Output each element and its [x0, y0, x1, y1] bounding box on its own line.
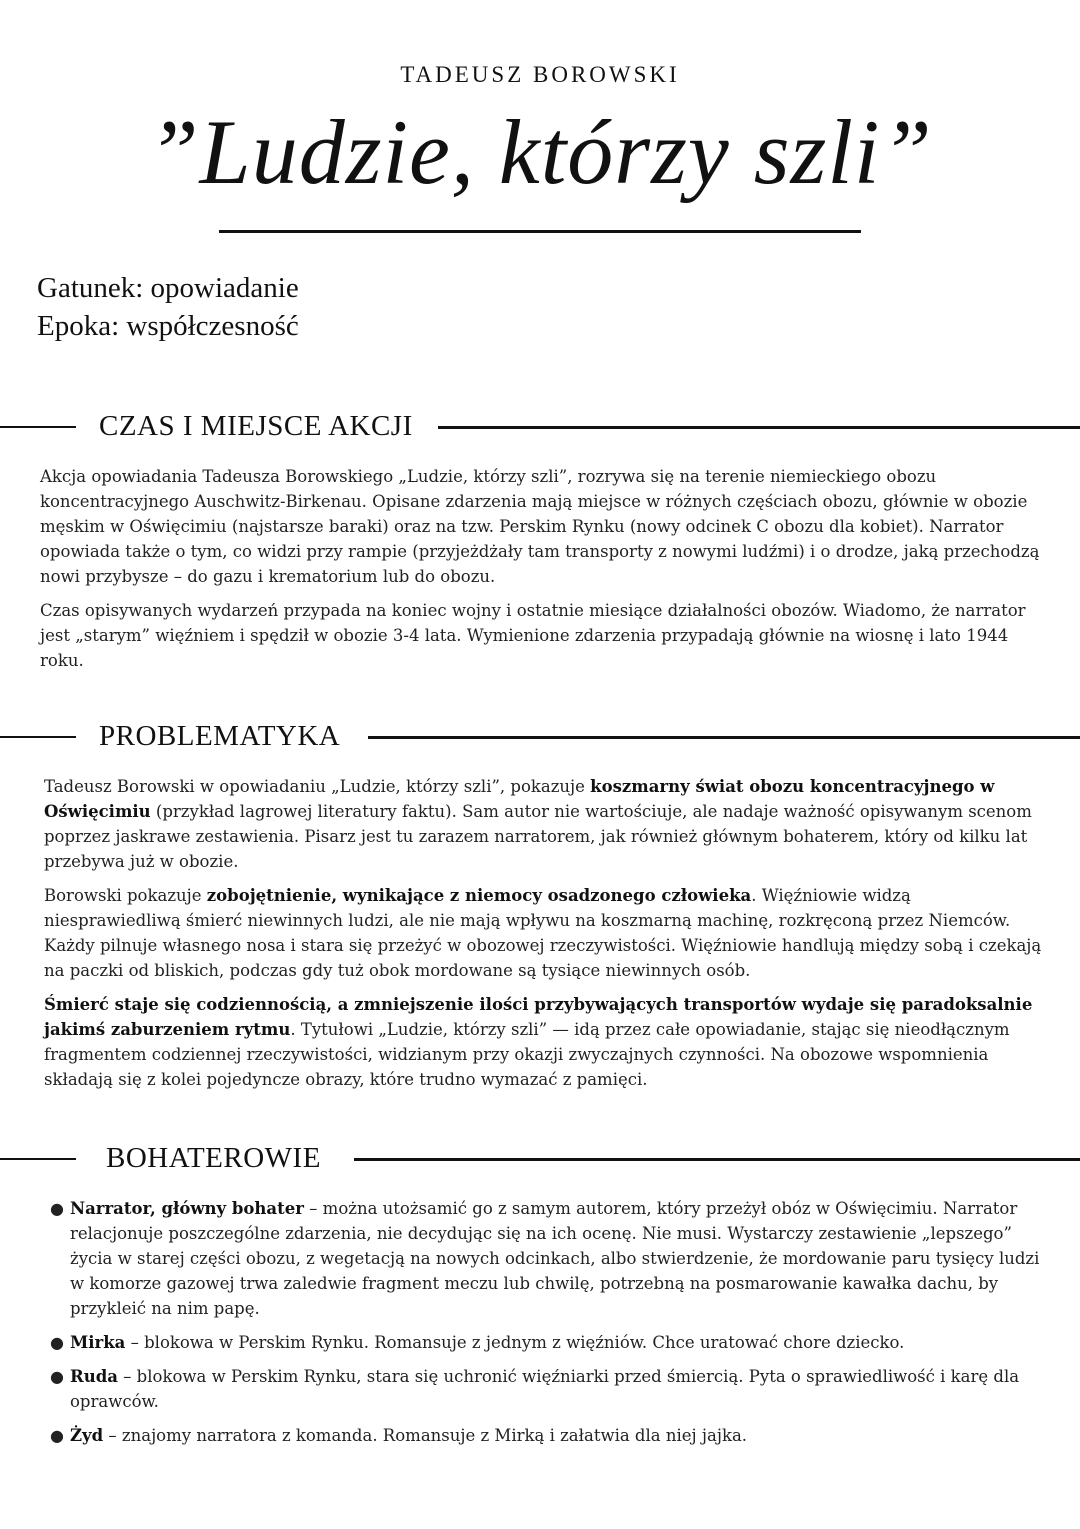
paragraph: Akcja opowiadania Tadeusza Borowskiego „Ludzie, którzy szli”, rozrywa się na terenie niemieckiego obozu koncentracyjnego Auschwitz-Birkenau. Opisane zdarzenia mają miejsce w różnych częściach obozu, głównie w obozie męskim w Oświęcimiu (najstarsze baraki) oraz na tzw. Perskim Rynku (nowy odcinek C obozu dla kobiet). Narrator opowiada także o tym, co widzi przy rampie (przyjeżdżały tam transporty z nowymi ludźmi) i o drodze, jaką przechodzą nowi przybysze – do gazu i krematorium lub do obozu.	[40, 467, 1040, 586]
hero-name: Ruda	[70, 1367, 118, 1386]
hero-name: Żyd	[70, 1426, 104, 1445]
heading-rule-right	[368, 736, 1080, 739]
list-item	[50, 1330, 1045, 1355]
title-underline	[219, 230, 861, 233]
hero-name: Narrator, główny bohater	[70, 1199, 304, 1218]
paragraph-text: . Tytułowi „Ludzie, którzy szli” — idą przez całe opowiadanie, stając się nieodłącznym fragmentem codziennej rzeczywistości, widzianym przy okazji zwyczajnych czynności. Na obozowe wspomnienia składają się z kolei pojedyncze obrazy, które trudno wymazać z pamięci.	[44, 1020, 1010, 1089]
section-body-czas	[40, 464, 1045, 682]
section-body-bohaterowie	[50, 1196, 1045, 1457]
page-title: ”Ludzie, którzy szli”	[147, 101, 933, 203]
bullet-icon: ●	[50, 1367, 64, 1386]
section-heading-bohaterowie	[0, 1138, 1080, 1178]
hero-description: – można utożsamić go z samym autorem, który przeżył obóz w Oświęcimiu. Narrator relacjonuje poszczególne zdarzenia, nie decydując się na ich ocenę. Nie musi. Wystarczy zestawienie „lepszego” życia w starej części obozu, z wegetacją na nowych odcinkach, albo stwierdzenie, że mordowanie paru tysięcy ludzi w komorze gazowej trwa zaledwie fragment meczu lub chwilę, potrzebną na posmarowanie kawałka dachu, by przykleić na nim papę.	[70, 1199, 1040, 1318]
emphasis-text: Śmierć staje się codziennością, a zmniejszenie ilości przybywających transportów wydaje się paradoksalnie jakimś zaburzeniem rytmu	[44, 995, 1033, 1039]
epoch-line: Epoka: współczesność	[37, 310, 299, 342]
genre-line: Gatunek: opowiadanie	[37, 272, 299, 304]
emphasis-text: koszmarny świat obozu koncentracyjnego w Oświęcimiu	[44, 777, 995, 821]
paragraph	[44, 774, 1044, 874]
section-heading-czas	[0, 406, 1080, 446]
section-title: BOHATEROWIE	[106, 1142, 321, 1174]
paragraph-text: (przykład lagrowej literatury faktu). Sam autor nie wartościuje, ale nadaje ważność opisywanym scenom poprzez jaskrawe zestawienia. Pisarz jest tu zarazem narratorem, jak również głównym bohaterem, który od kilku lat przebywa już w obozie.	[44, 802, 1032, 871]
heading-rule-left	[0, 426, 76, 428]
paragraph-text: . Więźniowie widzą niesprawiedliwą śmierć niewinnych ludzi, ale nie mają wpływu na koszmarną machinę, rozkręconą przez Niemców. Każdy pilnuje własnego nosa i stara się przeżyć w obozowej rzeczywistości. Więźniowie handlują między sobą i czekają na paczki od bliskich, podczas gdy tuż obok mordowane są tysiące niewinnych osób.	[44, 886, 1042, 980]
section-title: PROBLEMATYKA	[99, 720, 341, 752]
section-body-problematyka	[44, 774, 1044, 1101]
paragraph-text: Tadeusz Borowski w opowiadaniu „Ludzie, którzy szli”, pokazuje	[44, 777, 591, 796]
paragraph: Czas opisywanych wydarzeń przypada na koniec wojny i ostatnie miesiące działalności obozów. Wiadomo, że narrator jest „starym” więźniem i spędził w obozie 3-4 lata. Wymienione zdarzenia przypadają głównie na wiosnę i lato 1944 roku.	[40, 601, 1026, 670]
heading-rule-right	[354, 1158, 1080, 1161]
paragraph	[44, 883, 1044, 983]
list-item	[50, 1423, 1045, 1448]
hero-description: – znajomy narratora z komanda. Romansuje z Mirką i załatwia dla niej jajka.	[103, 1426, 748, 1445]
paragraph-text: Borowski pokazuje	[44, 886, 207, 905]
section-title: CZAS I MIEJSCE AKCJI	[99, 410, 413, 442]
heading-rule-right	[438, 426, 1080, 429]
author-name: TADEUSZ BOROWSKI	[400, 62, 680, 87]
paragraph	[44, 992, 1044, 1092]
hero-description: – blokowa w Perskim Rynku, stara się uchronić więźniarki przed śmiercią. Pyta o sprawiedliwość i karę dla oprawców.	[70, 1367, 1020, 1411]
hero-description: – blokowa w Perskim Rynku. Romansuje z jednym z więźniów. Chce uratować chore dziecko.	[125, 1333, 905, 1352]
heroes-list	[50, 1196, 1045, 1448]
heading-rule-left	[0, 1158, 76, 1160]
bullet-icon: ●	[50, 1426, 64, 1445]
bullet-icon: ●	[50, 1333, 64, 1352]
heading-rule-left	[0, 736, 76, 738]
list-item	[50, 1196, 1045, 1321]
list-item	[50, 1364, 1045, 1414]
hero-name: Mirka	[70, 1333, 126, 1352]
emphasis-text: zobojętnienie, wynikające z niemocy osadzonego człowieka	[206, 886, 752, 905]
section-heading-problematyka	[0, 716, 1080, 756]
bullet-icon: ●	[50, 1199, 64, 1218]
